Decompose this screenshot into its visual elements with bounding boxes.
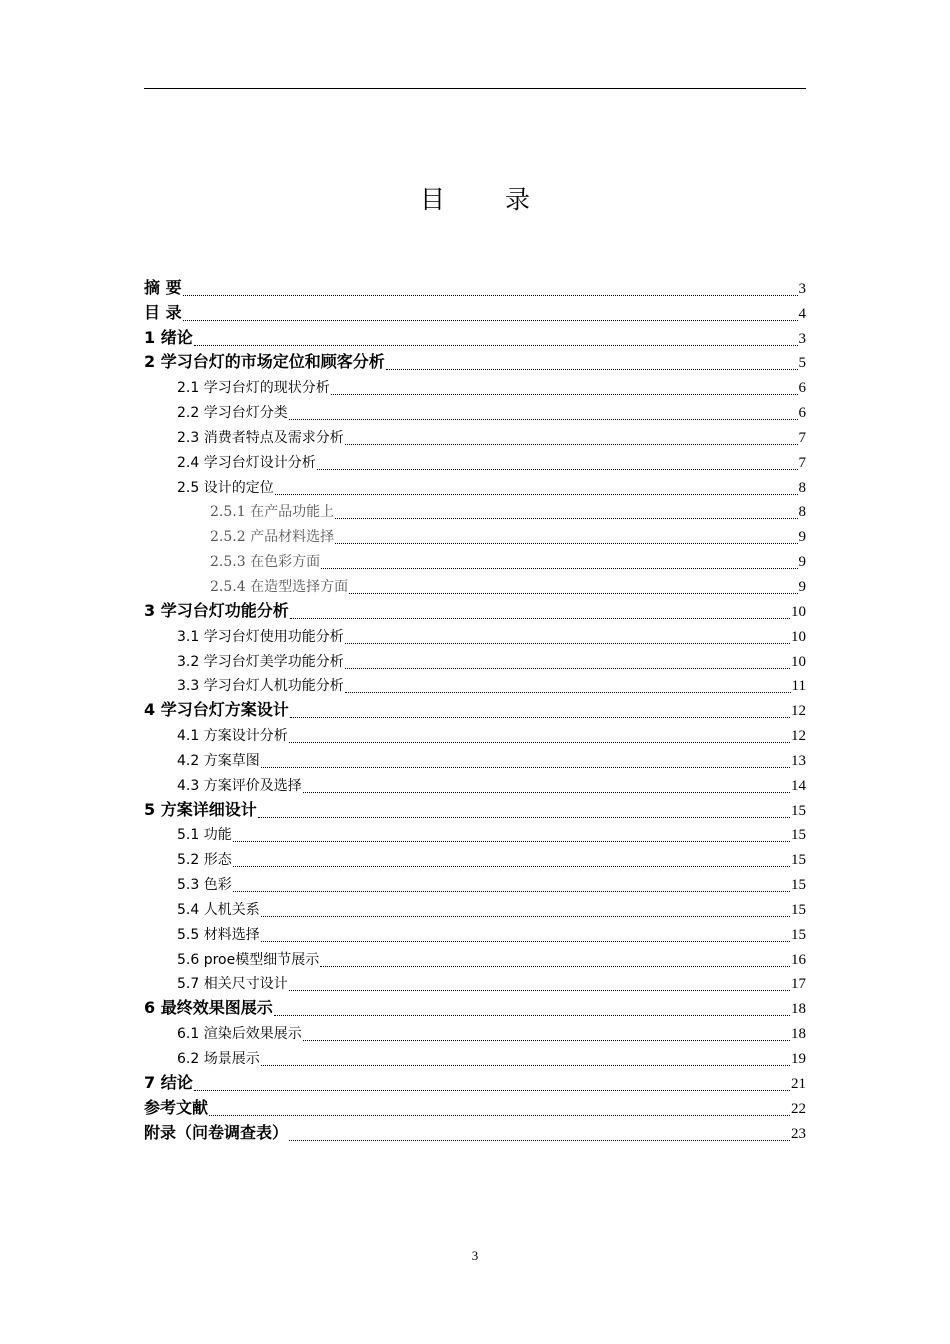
toc-entry[interactable]: [144, 273, 806, 298]
toc-entry-label: 3.1 学习台灯使用功能分析: [177, 628, 344, 645]
toc-entry[interactable]: [144, 397, 806, 422]
toc-entry-label: 2.5 设计的定位: [177, 479, 274, 496]
toc-entry-page: 21: [791, 1075, 806, 1092]
table-of-contents: [144, 273, 806, 1143]
toc-entry-label: 2.4 学习台灯设计分析: [177, 454, 316, 471]
footer-page-number: 3: [471, 1248, 479, 1263]
toc-entry-label: 2 学习台灯的市场定位和顾客分析: [144, 352, 385, 372]
toc-entry[interactable]: [144, 646, 806, 671]
toc-entry-page: 5: [798, 355, 806, 372]
toc-entry-page: 23: [791, 1125, 806, 1142]
toc-entry[interactable]: [144, 1118, 806, 1143]
toc-entry-page: 15: [791, 802, 806, 819]
toc-entry-label: 2.5.2 产品材料选择: [210, 529, 335, 546]
toc-entry-page: 12: [791, 728, 806, 745]
header-rule: [144, 88, 806, 89]
dot-leader: [233, 827, 790, 842]
toc-entry-page: 13: [791, 752, 806, 769]
toc-entry-label: 4.3 方案评价及选择: [177, 777, 302, 794]
toc-entry[interactable]: [144, 919, 806, 944]
toc-entry[interactable]: [144, 521, 806, 546]
toc-entry[interactable]: [144, 497, 806, 522]
toc-entry-label: 5.6 proe模型细节展示: [177, 951, 320, 968]
toc-entry[interactable]: [144, 422, 806, 447]
toc-entry-page: 6: [798, 380, 806, 397]
dot-leader: [290, 701, 790, 718]
toc-entry-page: 9: [798, 529, 806, 546]
toc-entry-page: 17: [791, 976, 806, 993]
dot-leader: [335, 529, 797, 544]
toc-entry-page: 9: [798, 554, 806, 571]
toc-entry-label: 5.3 色彩: [177, 877, 232, 894]
toc-entry-page: 12: [791, 703, 806, 720]
dot-leader: [261, 902, 790, 917]
page-title: 目 录: [420, 185, 556, 214]
toc-entry[interactable]: [144, 323, 806, 348]
toc-entry[interactable]: [144, 671, 806, 696]
toc-entry-page: 10: [791, 653, 806, 670]
dot-leader: [290, 602, 790, 619]
toc-entry-label: 4.2 方案草图: [177, 752, 260, 769]
toc-entry-label: 5.2 形态: [177, 852, 232, 869]
toc-entry-label: 目 录: [144, 302, 182, 322]
dot-leader: [349, 579, 797, 594]
dot-leader: [274, 999, 790, 1016]
toc-entry-page: 22: [791, 1100, 806, 1117]
toc-entry-label: 摘 要: [144, 277, 182, 297]
toc-entry-page: 7: [798, 454, 806, 471]
toc-entry-page: 15: [791, 852, 806, 869]
toc-entry-label: 2.5.4 在造型选择方面: [210, 578, 349, 595]
dot-leader: [335, 504, 797, 519]
toc-entry-label: 3.2 学习台灯美学功能分析: [177, 653, 344, 670]
toc-entry-label: 7 结论: [144, 1072, 193, 1092]
dot-leader: [320, 952, 790, 967]
dot-leader: [386, 353, 798, 370]
toc-entry-page: 18: [791, 1026, 806, 1043]
toc-entry-page: 11: [791, 678, 806, 695]
toc-entry-label: 5 方案详细设计: [144, 799, 257, 819]
toc-entry-page: 10: [791, 603, 806, 620]
dot-leader: [261, 1051, 790, 1066]
toc-entry-label: 3.3 学习台灯人机功能分析: [177, 678, 344, 695]
toc-entry[interactable]: [144, 894, 806, 919]
toc-entry[interactable]: [144, 1093, 806, 1118]
dot-leader: [345, 678, 791, 693]
toc-entry[interactable]: [144, 1018, 806, 1043]
toc-entry-page: 9: [798, 578, 806, 595]
toc-entry-page: 16: [791, 951, 806, 968]
toc-entry-page: 15: [791, 877, 806, 894]
toc-entry[interactable]: [144, 447, 806, 472]
toc-entry[interactable]: [144, 298, 806, 323]
toc-entry[interactable]: [144, 969, 806, 994]
toc-entry-page: 7: [798, 429, 806, 446]
dot-leader: [183, 304, 798, 321]
toc-entry-page: 15: [791, 926, 806, 943]
dot-leader: [183, 279, 798, 296]
toc-entry[interactable]: [144, 372, 806, 397]
dot-leader: [261, 753, 790, 768]
toc-entry[interactable]: [144, 348, 806, 373]
toc-entry-page: 10: [791, 628, 806, 645]
dot-leader: [345, 430, 798, 445]
dot-leader: [331, 380, 798, 395]
toc-entry[interactable]: [144, 571, 806, 596]
dot-leader: [317, 455, 798, 470]
toc-entry-label: 5.1 功能: [177, 827, 232, 844]
toc-entry[interactable]: [144, 993, 806, 1018]
dot-leader: [233, 852, 790, 867]
dot-leader: [289, 728, 790, 743]
toc-entry-label: 2.1 学习台灯的现状分析: [177, 380, 330, 397]
toc-entry-label: 4.1 方案设计分析: [177, 728, 288, 745]
toc-entry[interactable]: [144, 720, 806, 745]
dot-leader: [289, 976, 790, 991]
toc-entry-label: 6 最终效果图展示: [144, 998, 273, 1018]
toc-entry[interactable]: [144, 546, 806, 571]
toc-entry-page: 18: [791, 1001, 806, 1018]
toc-entry-label: 2.2 学习台灯分类: [177, 405, 288, 422]
dot-leader: [258, 801, 790, 818]
toc-entry-page: 4: [798, 305, 806, 322]
toc-entry-page: 8: [798, 504, 806, 521]
toc-entry-label: 2.3 消费者特点及需求分析: [177, 429, 344, 446]
dot-leader: [303, 1026, 790, 1041]
toc-entry-label: 附录（问卷调查表）: [144, 1122, 289, 1142]
toc-entry-page: 19: [791, 1051, 806, 1067]
toc-entry[interactable]: [144, 596, 806, 621]
toc-entry[interactable]: [144, 1068, 806, 1093]
dot-leader: [194, 1074, 790, 1091]
toc-entry-label: 5.7 相关尺寸设计: [177, 976, 288, 993]
dot-leader: [209, 1099, 790, 1116]
dot-leader: [321, 554, 797, 569]
toc-entry-label: 2.5.3 在色彩方面: [210, 554, 321, 571]
toc-entry-label: 5.4 人机关系: [177, 901, 260, 918]
dot-leader: [345, 654, 790, 669]
toc-entry[interactable]: [144, 745, 806, 770]
toc-entry[interactable]: [144, 869, 806, 894]
toc-entry[interactable]: [144, 770, 806, 795]
dot-leader: [289, 1124, 790, 1141]
toc-entry-page: 15: [791, 827, 806, 844]
toc-entry[interactable]: [144, 795, 806, 820]
toc-entry-page: 15: [791, 901, 806, 918]
toc-entry-label: 2.5.1 在产品功能上: [210, 504, 335, 521]
dot-leader: [194, 329, 798, 346]
toc-entry-label: 6.2 场景展示: [177, 1051, 260, 1067]
toc-entry-page: 8: [798, 479, 806, 496]
toc-entry-page: 6: [798, 405, 806, 422]
toc-entry[interactable]: [144, 621, 806, 646]
toc-entry-page: 3: [798, 280, 806, 297]
dot-leader: [233, 877, 790, 892]
toc-entry-label: 1 绪论: [144, 327, 193, 347]
toc-entry[interactable]: [144, 844, 806, 869]
dot-leader: [345, 629, 790, 644]
dot-leader: [303, 778, 790, 793]
toc-entry-label: 5.5 材料选择: [177, 926, 260, 943]
dot-leader: [261, 927, 790, 942]
toc-entry-label: 4 学习台灯方案设计: [144, 700, 289, 720]
dot-leader: [275, 480, 798, 495]
toc-entry[interactable]: [144, 695, 806, 720]
toc-entry-page: 3: [798, 330, 806, 347]
toc-entry-label: 参考文献: [144, 1097, 209, 1117]
toc-entry[interactable]: [144, 944, 806, 969]
toc-entry[interactable]: [144, 472, 806, 497]
dot-leader: [289, 405, 798, 420]
toc-entry-label: 3 学习台灯功能分析: [144, 600, 289, 620]
toc-entry[interactable]: [144, 1043, 806, 1068]
toc-entry-label: 6.1 渲染后效果展示: [177, 1026, 302, 1043]
toc-entry[interactable]: [144, 820, 806, 845]
toc-entry-page: 14: [791, 777, 806, 794]
